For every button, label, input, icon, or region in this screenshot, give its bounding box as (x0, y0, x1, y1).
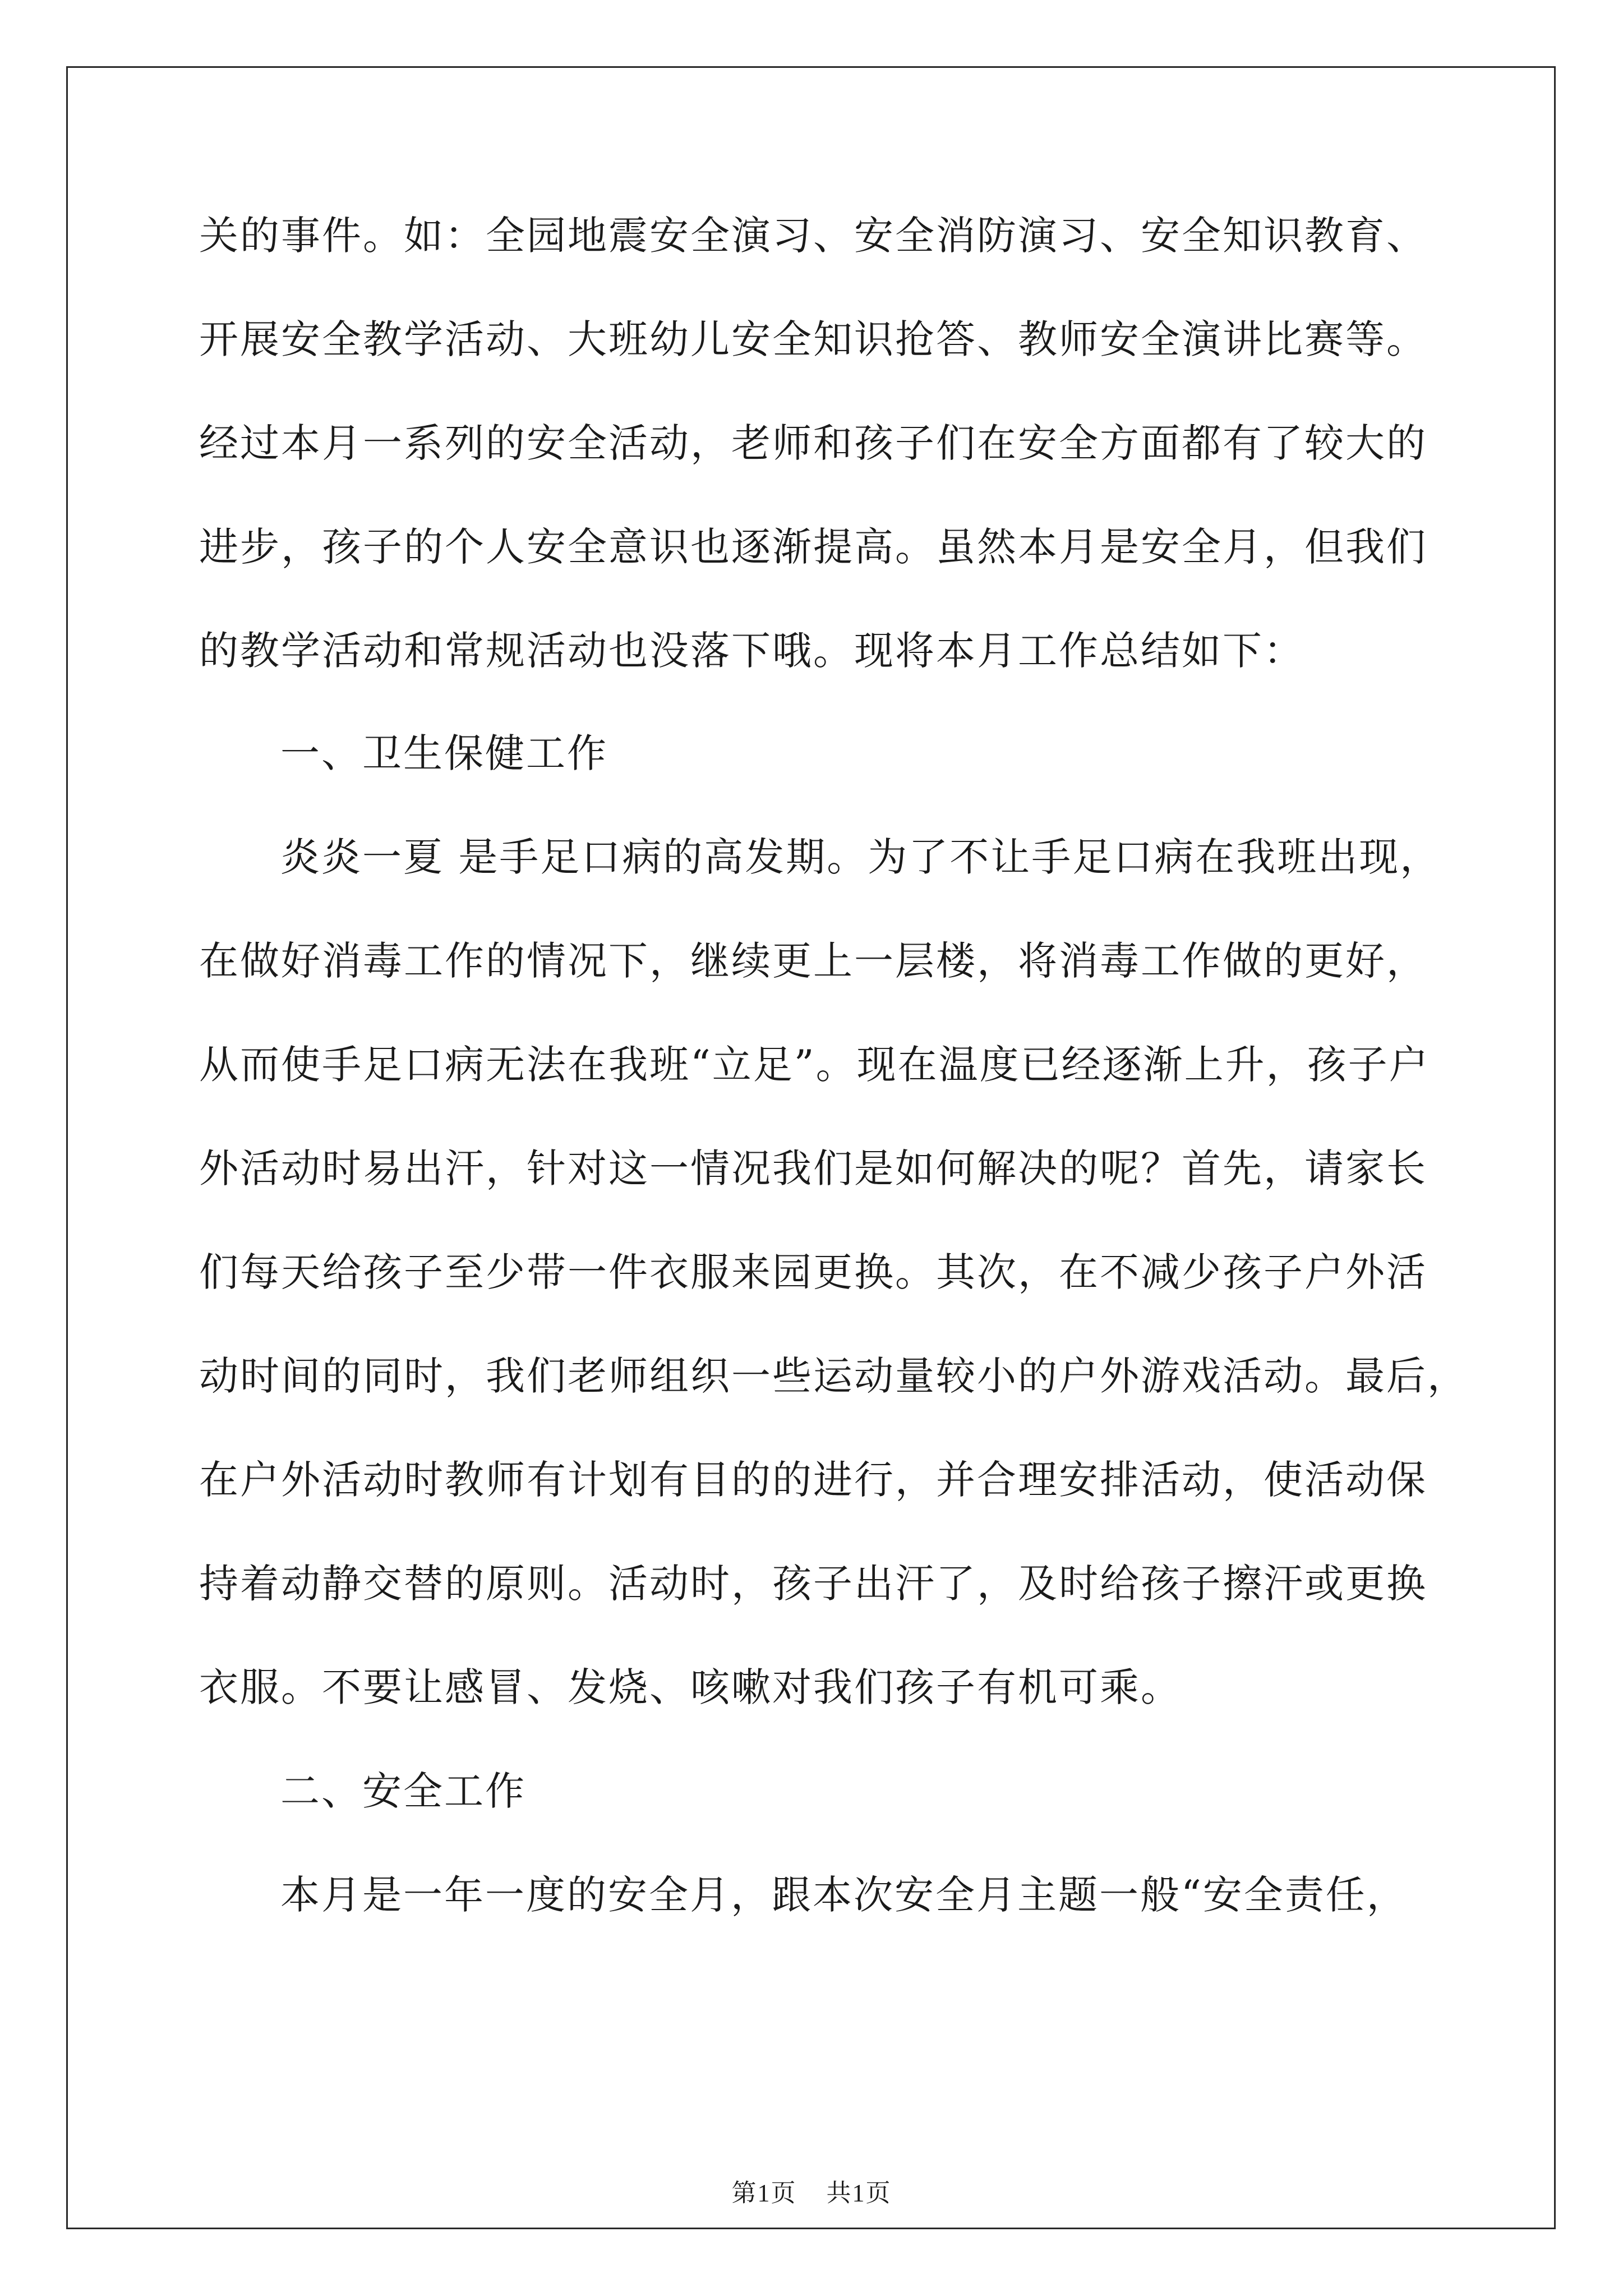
body-line: 的教学活动和常规活动也没落下哦。现将本月工作总结如下： (199, 628, 1304, 674)
body-line: 动时间的同时，我们老师组织一些运动量较小的户外游戏活动。最后， (199, 1353, 1468, 1399)
body-line: 持着动静交替的原则。活动时，孩子出汗了，及时给孩子擦汗或更换 (199, 1561, 1427, 1607)
body-line: 关的事件。如：全园地震安全演习、安全消防演习、安全知识教育、 (199, 213, 1427, 259)
page-total: 共1页 (826, 2179, 892, 2207)
body-line: 们每天给孩子至少带一件衣服来园更换。其次，在不减少孩子户外活 (199, 1249, 1427, 1295)
body-line: 在户外活动时教师有计划有目的的进行，并合理安排活动，使活动保 (199, 1457, 1427, 1503)
body-line: 衣服。不要让感冒、发烧、咳嗽对我们孩子有机可乘。 (199, 1664, 1182, 1710)
body-line: 开展安全教学活动、大班幼儿安全知识抢答、教师安全演讲比赛等。 (199, 316, 1427, 362)
body-line: 经过本月一系列的安全活动，老师和孩子们在安全方面都有了较大的 (199, 420, 1427, 466)
section-heading: 一、卫生保健工作 (280, 730, 608, 776)
page-footer (0, 2177, 1623, 2210)
body-line: 从而使手足口病无法在我班“立足”。现在温度已经逐渐上升，孩子户 (199, 1042, 1430, 1088)
section-heading: 二、安全工作 (280, 1768, 526, 1814)
body-line: 本月是一年一度的安全月，跟本次安全月主题一般“安全责任， (280, 1872, 1408, 1918)
body-line: 在做好消毒工作的情况下，继续更上一层楼，将消毒工作做的更好， (199, 938, 1427, 984)
body-line: 外活动时易出汗，针对这一情况我们是如何解决的呢？首先，请家长 (199, 1145, 1427, 1191)
body-line: 进步，孩子的个人安全意识也逐渐提高。虽然本月是安全月，但我们 (199, 524, 1427, 570)
page-number: 第1页 (731, 2179, 797, 2207)
body-line: 炎炎一夏 是手足口病的高发期。为了不让手足口病在我班出现， (280, 834, 1441, 880)
